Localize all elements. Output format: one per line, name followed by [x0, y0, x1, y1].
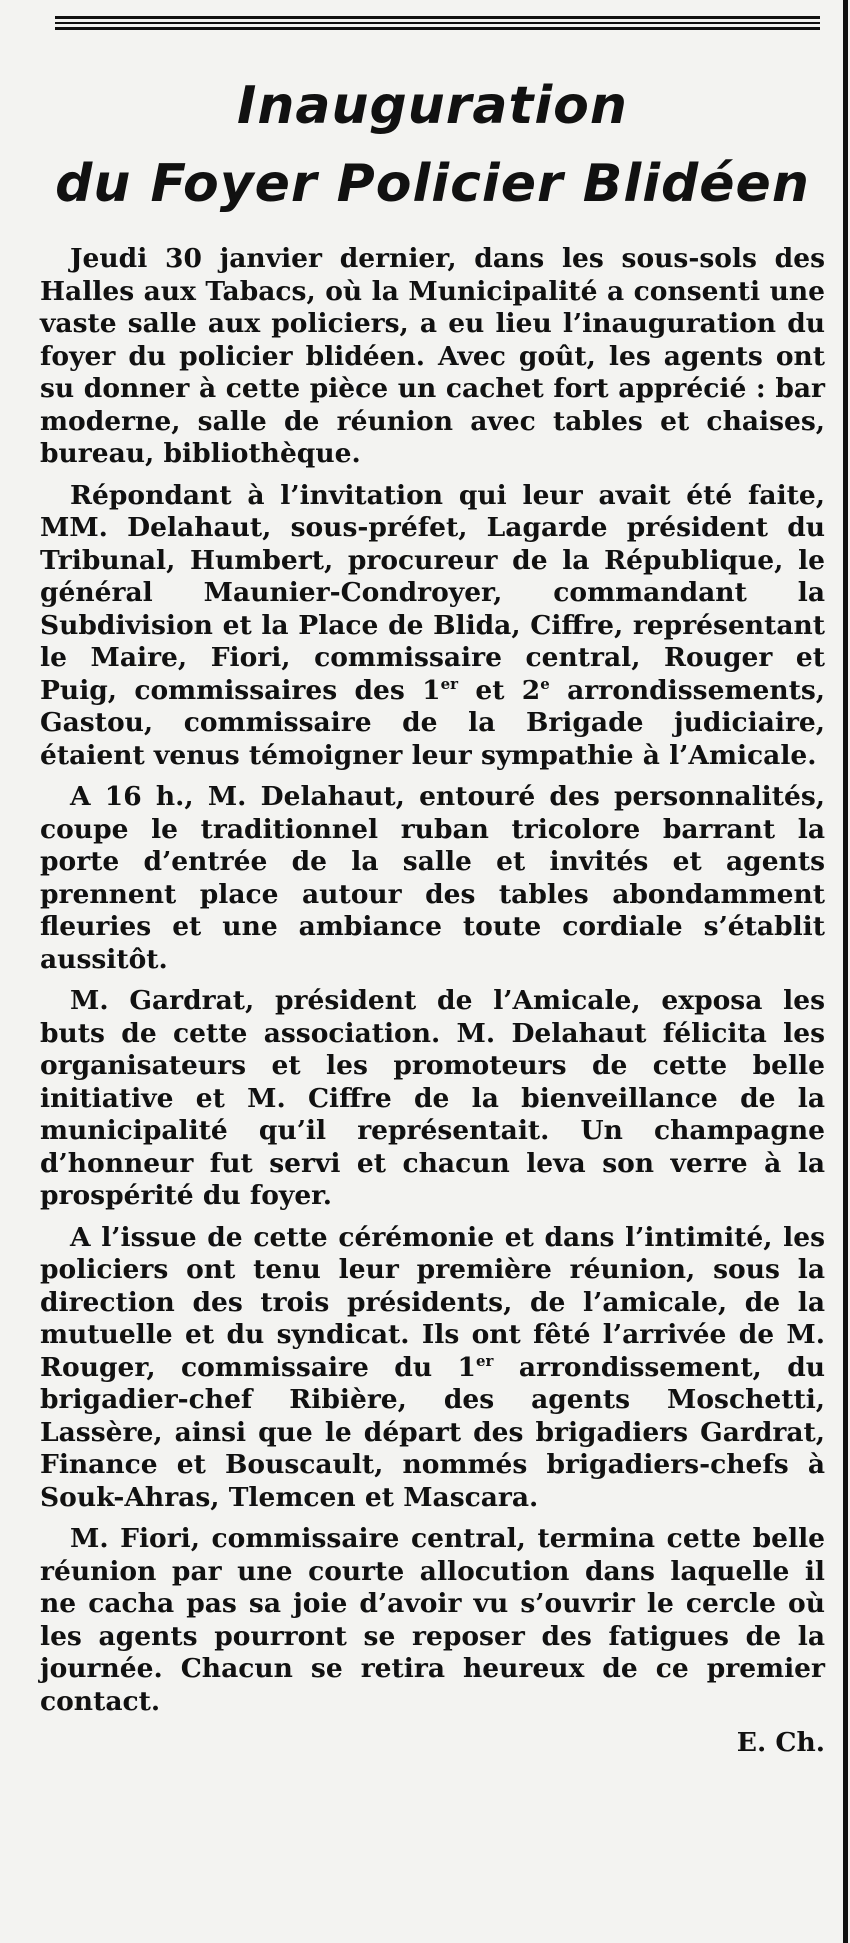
- signature: E. Ch.: [736, 1727, 825, 1758]
- column-border: [843, 0, 848, 1943]
- top-rule: [55, 14, 820, 34]
- paragraph-4: M. Gardrat, président de l’Amicale, exposa les buts de cette association. M. Delahaut félicita les organisateurs et les promoteurs de cette belle initiative et M. Ciffre de la bienveillance de la municipalité qu’il représentait. Un champagne d’honneur fut servi et chacun leva son verre à la prospérité du foyer.: [40, 985, 825, 1211]
- article-body: [40, 243, 825, 1718]
- paragraph-2: Répondant à l’invitation qui leur avait été faite, MM. Delahaut, sous-préfet, Lagarde président du Tribunal, Humbert, procureur de la République, le général Maunier-Condroyer, commandant la Subdivision et la Place de Blida, Ciffre, représentant le Maire, Fiori, commissaire central, Rouger et Puig, commissaires des 1er et 2e arrondissements, Gastou, commissaire de la Brigade judiciaire, étaient venus témoigner leur sympathie à l’Amicale.: [40, 479, 826, 771]
- title-line-1: Inauguration: [237, 76, 628, 136]
- title-line-2: du Foyer Policier Blidéen: [55, 154, 810, 214]
- paragraph-1: Jeudi 30 janvier dernier, dans les sous-sols des Halles aux Tabacs, où la Municipalité a consenti une vaste salle aux policiers, a eu lieu l’inauguration du foyer du policier blidéen. Avec goût, les agents ont su donner à cette pièce un cachet fort apprécié : bar moderne, salle de réunion avec tables et chaises, bureau, bibliothèque.: [40, 243, 825, 469]
- article-title: [40, 67, 825, 223]
- article: [40, 55, 825, 1760]
- paragraph-6: M. Fiori, commissaire central, termina cette belle réunion par une courte allocution dans laquelle il ne cacha pas sa joie d’avoir vu s’ouvrir le cercle où les agents pourront se reposer des fatigues de la journée. Chacun se retira heureux de ce premier contact.: [40, 1523, 825, 1717]
- paragraph-5: A l’issue de cette cérémonie et dans l’intimité, les policiers ont tenu leur première réunion, sous la direction des trois présidents, de l’amicale, de la mutuelle et du syndicat. Ils ont fêté l’arrivée de M. Rouger, commissaire du 1er arrondissement, du brigadier-chef Ribière, des agents Moschetti, Lassère, ainsi que le départ des brigadiers Gardrat, Finance et Bouscault, nommés brigadiers-chefs à Souk-Ahras, Tlemcen et Mascara.: [40, 1221, 825, 1513]
- paragraph-3: A 16 h., M. Delahaut, entouré des personnalités, coupe le traditionnel ruban tricolore barrant la porte d’entrée de la salle et invités et agents prennent place autour des tables abondamment fleuries et une ambiance toute cordiale s’établit aussitôt.: [40, 781, 825, 975]
